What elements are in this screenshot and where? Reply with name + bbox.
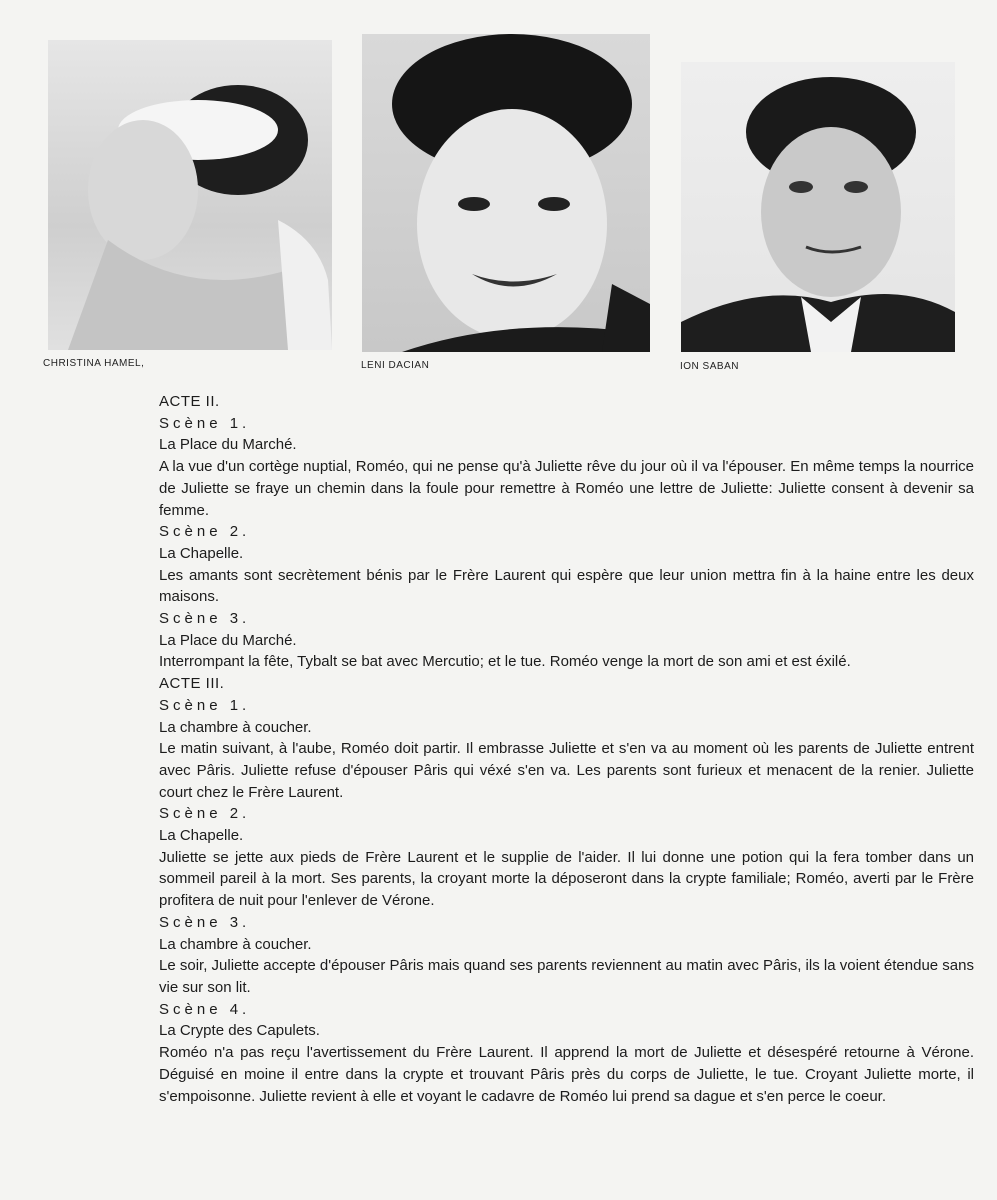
act-3-scene-3-place: La chambre à coucher. [159, 935, 312, 953]
act-2-scene-3-text: Interrompant la fête, Tybalt se bat avec Mercutio; et le tue. Roméo venge la mort de son ami et est éxilé. [159, 653, 851, 671]
act-2-scene-1-place: La Place du Marché. [159, 436, 297, 454]
act-2-scene-3-place: La Place du Marché. [159, 631, 297, 649]
synopsis-text [159, 391, 974, 1107]
act-2-scene-1-label: Scène 1. [159, 414, 251, 432]
act-2-scene-3-label: Scène 3. [159, 610, 251, 628]
act-2-scene-1-text: A la vue d'un cortège nuptial, Roméo, qui ne pense qu'à Juliette rêve du jour où il va l'épouser. En même temps la nourrice de Juliette se fraye un chemin dans la foule pour remettre à Roméo une lettre de Juliette: Juliette consent à devenir sa femme. [159, 458, 974, 519]
photo-christina-hamel [48, 40, 332, 350]
act-3-scene-1-text: Le matin suivant, à l'aube, Roméo doit partir. Il embrasse Juliette et s'en va au moment où les parents de Juliette entrent avec Pâris. Juliette refuse d'épouser Pâris qui véxé s'en va. Les parents sont furieux et menacent de la renier. Juliette court chez le Frère Laurent. [159, 740, 974, 801]
act-3-scene-3-text: Le soir, Juliette accepte d'épouser Pâris mais quand ses parents reviennent au matin avec Pâris, ils la voient étendue sans vie sur son lit. [159, 957, 974, 996]
act-3-scene-1-label: Scène 1. [159, 696, 251, 714]
photo-ion-saban [681, 62, 955, 352]
act-2-scene-2-text: Les amants sont secrètement bénis par le Frère Laurent qui espère que leur union mettra fin à la haine entre les deux maisons. [159, 566, 974, 606]
act-3-scene-1-place: La chambre à coucher. [159, 718, 312, 736]
act-3-scene-4-place: La Crypte des Capulets. [159, 1022, 320, 1040]
caption-ion-saban: ION SABAN [680, 361, 739, 372]
act-3-title: ACTE III. [159, 675, 225, 693]
photo-leni-dacian [362, 34, 650, 352]
act-2-scene-2-label: Scène 2. [159, 523, 251, 541]
act-3-scene-2-text: Juliette se jette aux pieds de Frère Laurent et le supplie de l'aider. Il lui donne une potion qui la fera tomber dans un sommeil pareil à la mort. Ses parents, la croyant morte la déposeront dans la crypte familiale; Roméo, averti par le Frère profitera de nuit pour l'enlever de Vérone. [159, 848, 974, 910]
act-3-scene-3-label: Scène 3. [159, 913, 251, 931]
act-2-title: ACTE II. [159, 393, 220, 410]
act-3-scene-2-place: La Chapelle. [159, 827, 244, 845]
caption-christina-hamel: CHRISTINA HAMEL, [43, 358, 145, 369]
act-3-scene-4-label: Scène 4. [159, 1000, 251, 1018]
act-3-scene-4-text: Roméo n'a pas reçu l'avertissement du Frère Laurent. Il apprend la mort de Juliette et désespéré retourne à Vérone. Déguisé en moine il entre dans la crypte et trouvant Pâris près du corps de Juliette, le tue. Croyant Juliette morte, il s'empoisonne. Juliette revient à elle et voyant le cadavre de Roméo lui prend sa dague et s'en perce le coeur. [159, 1044, 974, 1105]
act-3-scene-2-label: Scène 2. [159, 805, 251, 823]
caption-leni-dacian: LENI DACIAN [361, 360, 430, 371]
act-2-scene-2-place: La Chapelle. [159, 544, 244, 562]
